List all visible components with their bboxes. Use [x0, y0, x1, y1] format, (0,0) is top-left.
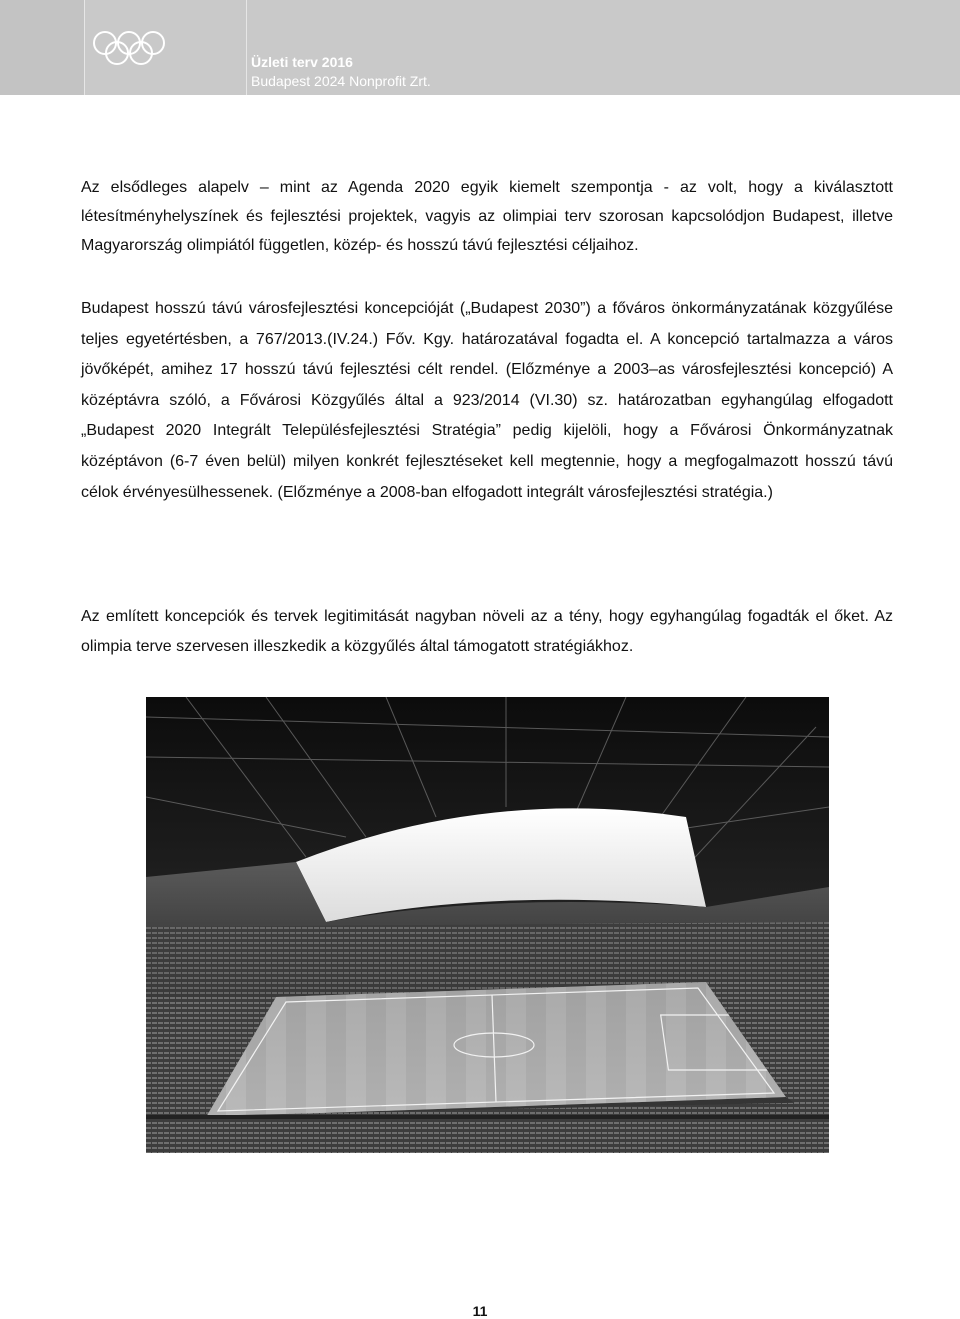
stadium-photo [146, 697, 829, 1153]
body-paragraph: Az elsődleges alapelv – mint az Agenda 2020 egyik kiemelt szempontja - az volt, hogy a kiválasztott létesítményhelyszínek és fejlesztési projektek, vagyis az olimpiai terv szorosan kapcsolódjon Budapest, illetve Magyarország olimpiától független, közép- és hosszú távú fejlesztési céljaihoz. [81, 179, 893, 254]
header-divider [84, 0, 85, 95]
page-header [0, 0, 960, 95]
header-divider [246, 0, 247, 95]
document-title: Üzleti terv 2016 [251, 54, 353, 70]
organization-name: Budapest 2024 Nonprofit Zrt. [251, 73, 431, 89]
stadium-interior-illustration [146, 697, 829, 1153]
body-paragraph: Budapest hosszú távú városfejlesztési koncepcióját („Budapest 2030”) a főváros önkormányzatának közgyűlése teljes egyetértésben, a 767/2013.(IV.24.) Főv. Kgy. határozatával fogadta el. A koncepció tartalmazza a város jövőképét, amihez 17 hosszú távú fejlesztési célt rendel. (Előzménye a 2003–as városfejlesztési koncepció) A középtávra szóló, a Fővárosi Közgyűlés által a 923/2014 (VI.30) sz. határozatban egyhangúlag elfogadott „Budapest 2020 Integrált Településfejlesztési Stratégia” pedig kijelöli, hogy a Fővárosi Önkormányzatnak középtávon (6-7 éven belül) milyen konkrét fejlesztéseket kell megtennie, hogy a megfogalmazott hosszú távú célok érvényesülhessenek. (Előzménye a 2008-ban elfogadott integrált városfejlesztési stratégia.) [81, 300, 893, 501]
header-logo-box [0, 0, 84, 95]
body-paragraph: Az említett koncepciók és tervek legitimitását nagyban növeli az a tény, hogy egyhangúlag fogadták el őket. Az olimpia terve szervesen illeszkedik a közgyűlés által támogatott stratégiákhoz. [81, 608, 893, 655]
page-number: 11 [472, 1303, 488, 1319]
olympic-rings-icon [92, 30, 166, 66]
